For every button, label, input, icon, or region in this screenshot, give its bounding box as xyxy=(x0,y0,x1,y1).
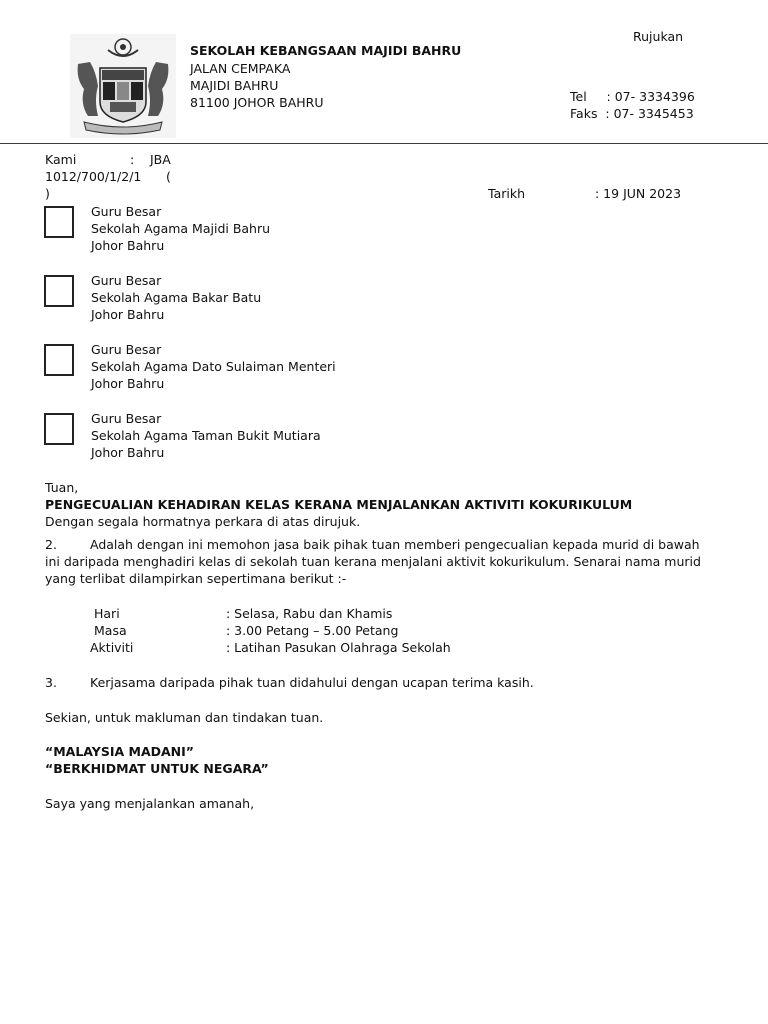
salutation: Tuan, xyxy=(45,480,79,495)
recipient-title: Guru Besar xyxy=(91,204,162,219)
motto-2: “BERKHIDMAT UNTUK NEGARA” xyxy=(45,761,269,776)
date-value: : 19 JUN 2023 xyxy=(595,186,682,201)
recipient-1 xyxy=(91,203,270,254)
opening-line: Dengan segala hormatnya perkara di atas dirujuk. xyxy=(45,514,361,529)
school-name: SEKOLAH KEBANGSAAN MAJIDI BAHRU xyxy=(190,43,462,58)
signoff: Saya yang menjalankan amanah, xyxy=(45,796,255,811)
detail-value-aktiviti: : Latihan Pasukan Olahraga Sekolah xyxy=(226,640,451,655)
detail-label-masa: Masa xyxy=(94,623,127,638)
recipient-checkbox[interactable] xyxy=(44,344,74,376)
paragraph-3-text: Kerjasama daripada pihak tuan didahului dengan ucapan terima kasih. xyxy=(90,675,534,690)
motto-1: “MALAYSIA MADANI” xyxy=(45,744,194,759)
reference-close-paren: ) xyxy=(45,186,50,201)
recipient-school: Sekolah Agama Majidi Bahru xyxy=(91,221,271,236)
recipient-school: Sekolah Agama Dato Sulaiman Menteri xyxy=(91,359,336,374)
fax: Faks : 07- 3345453 xyxy=(570,106,694,121)
detail-label-hari: Hari xyxy=(94,606,120,621)
recipient-city: Johor Bahru xyxy=(91,445,165,460)
paragraph-2-number: 2. xyxy=(45,537,57,552)
reference-number-part2: 1012/700/1/2/1 xyxy=(45,169,142,184)
paragraph-2-line-2: ini daripada menghadiri kelas di sekolah tuan kerana menjalani aktivit kokurikulum. Senarai nama murid xyxy=(45,554,701,569)
recipient-3 xyxy=(91,341,336,392)
recipient-title: Guru Besar xyxy=(91,273,162,288)
coat-of-arms-logo xyxy=(70,34,176,138)
recipient-checkbox[interactable] xyxy=(44,275,74,307)
closing-line: Sekian, untuk makluman dan tindakan tuan. xyxy=(45,710,324,725)
address-line-2: MAJIDI BAHRU xyxy=(190,78,279,93)
header-divider xyxy=(0,143,768,144)
kami-label: Kami xyxy=(45,152,77,167)
recipient-city: Johor Bahru xyxy=(91,238,165,253)
address-line-3: 81100 JOHOR BAHRU xyxy=(190,95,324,110)
paragraph-2-line-1: Adalah dengan ini memohon jasa baik pihak tuan memberi pengecualian kepada murid di bawah xyxy=(90,537,700,552)
letter-subject: PENGECUALIAN KEHADIRAN KELAS KERANA MENJALANKAN AKTIVITI KOKURIKULUM xyxy=(45,497,633,512)
reference-label: Rujukan xyxy=(633,29,684,44)
recipient-checkbox[interactable] xyxy=(44,206,74,238)
recipient-checkbox[interactable] xyxy=(44,413,74,445)
detail-value-masa: : 3.00 Petang – 5.00 Petang xyxy=(226,623,399,638)
paragraph-3-number: 3. xyxy=(45,675,57,690)
telephone: Tel : 07- 3334396 xyxy=(570,89,695,104)
kami-colon: : xyxy=(130,152,135,167)
recipient-4 xyxy=(91,410,321,461)
recipient-school: Sekolah Agama Taman Bukit Mutiara xyxy=(91,428,321,443)
address-line-1: JALAN CEMPAKA xyxy=(190,61,291,76)
recipient-title: Guru Besar xyxy=(91,411,162,426)
paragraph-2-line-3: yang terlibat dilampirkan sepertimana berikut :- xyxy=(45,571,347,586)
recipient-school: Sekolah Agama Bakar Batu xyxy=(91,290,262,305)
recipient-2 xyxy=(91,272,261,323)
reference-number-part1: JBA xyxy=(150,152,171,167)
recipient-title: Guru Besar xyxy=(91,342,162,357)
detail-label-aktiviti: Aktiviti xyxy=(90,640,134,655)
detail-value-hari: : Selasa, Rabu dan Khamis xyxy=(226,606,393,621)
recipient-city: Johor Bahru xyxy=(91,307,165,322)
reference-open-paren: ( xyxy=(166,169,171,184)
date-label: Tarikh xyxy=(488,186,525,201)
recipient-city: Johor Bahru xyxy=(91,376,165,391)
